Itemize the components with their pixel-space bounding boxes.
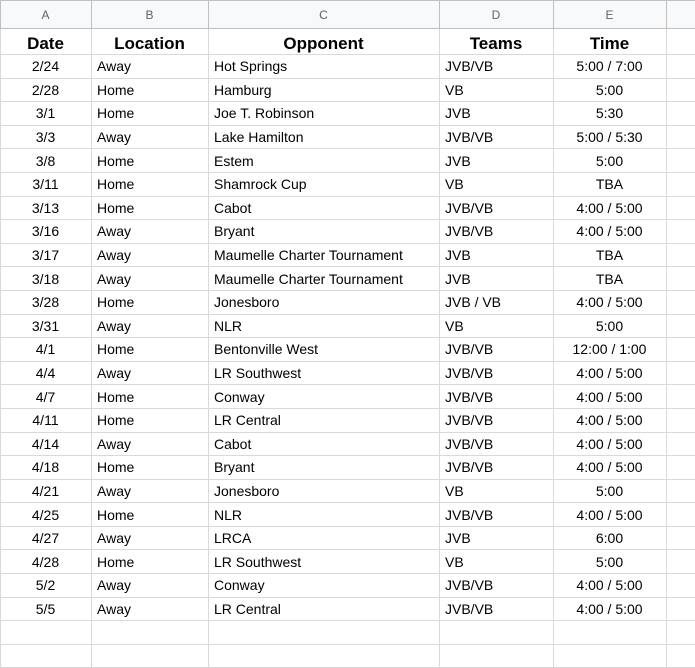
cell-opponent[interactable]: NLR	[209, 503, 440, 527]
empty-cell[interactable]	[667, 220, 695, 244]
cell-location[interactable]: Home	[92, 456, 209, 480]
cell-date[interactable]: 5/2	[1, 574, 92, 598]
cell-date[interactable]: 3/11	[1, 172, 92, 196]
cell-teams[interactable]: JVB/VB	[440, 385, 554, 409]
table-row	[1, 78, 695, 102]
cell-time[interactable]: 5:00 / 7:00	[554, 55, 667, 79]
header-cell-teams[interactable]: Teams	[440, 29, 554, 55]
cell-opponent[interactable]: Jonesboro	[209, 479, 440, 503]
cell-time[interactable]: 4:00 / 5:00	[554, 385, 667, 409]
empty-cell[interactable]	[440, 621, 554, 645]
cell-date[interactable]: 3/13	[1, 196, 92, 220]
empty-cell[interactable]	[667, 149, 695, 173]
cell-teams[interactable]: VB	[440, 550, 554, 574]
cell-teams[interactable]: VB	[440, 479, 554, 503]
cell-time[interactable]: 5:00	[554, 149, 667, 173]
cell-teams[interactable]: JVB/VB	[440, 574, 554, 598]
cell-teams[interactable]: VB	[440, 78, 554, 102]
cell-date[interactable]: 3/8	[1, 149, 92, 173]
cell-date[interactable]: 2/24	[1, 55, 92, 79]
cell-location[interactable]: Home	[92, 408, 209, 432]
table-row	[1, 503, 695, 527]
cell-opponent[interactable]: NLR	[209, 314, 440, 338]
cell-opponent[interactable]: Shamrock Cup	[209, 172, 440, 196]
cell-opponent[interactable]: Conway	[209, 385, 440, 409]
cell-time[interactable]: 4:00 / 5:00	[554, 456, 667, 480]
table-row	[1, 361, 695, 385]
cell-teams[interactable]: JVB/VB	[440, 408, 554, 432]
cell-time[interactable]: 5:00	[554, 314, 667, 338]
cell-location[interactable]: Home	[92, 290, 209, 314]
cell-opponent[interactable]: Maumelle Charter Tournament	[209, 243, 440, 267]
cell-opponent[interactable]: Jonesboro	[209, 290, 440, 314]
table-row	[1, 338, 695, 362]
cell-opponent[interactable]: LRCA	[209, 526, 440, 550]
cell-opponent[interactable]: LR Southwest	[209, 361, 440, 385]
header-cell-date[interactable]: Date	[1, 29, 92, 55]
cell-time[interactable]: 4:00 / 5:00	[554, 432, 667, 456]
column-header-c[interactable]: C	[209, 1, 440, 29]
cell-time[interactable]: 4:00 / 5:00	[554, 408, 667, 432]
cell-date[interactable]: 3/18	[1, 267, 92, 291]
column-header-e[interactable]: E	[554, 1, 667, 29]
column-header-b[interactable]: B	[92, 1, 209, 29]
cell-teams[interactable]: JVB	[440, 526, 554, 550]
empty-cell[interactable]	[440, 644, 554, 668]
cell-time[interactable]: TBA	[554, 267, 667, 291]
table-row	[1, 196, 695, 220]
cell-time[interactable]: 5:00	[554, 78, 667, 102]
cell-opponent[interactable]: Conway	[209, 574, 440, 598]
cell-date[interactable]: 5/5	[1, 597, 92, 621]
cell-teams[interactable]: VB	[440, 314, 554, 338]
empty-cell[interactable]	[1, 644, 92, 668]
column-header-d[interactable]: D	[440, 1, 554, 29]
cell-time[interactable]: 5:00 / 5:30	[554, 125, 667, 149]
cell-teams[interactable]: JVB/VB	[440, 220, 554, 244]
empty-cell[interactable]	[667, 621, 695, 645]
cell-time[interactable]: 5:30	[554, 102, 667, 126]
header-cell-opponent[interactable]: Opponent	[209, 29, 440, 55]
empty-cell[interactable]	[667, 456, 695, 480]
table-row	[1, 432, 695, 456]
cell-time[interactable]: 6:00	[554, 526, 667, 550]
cell-time[interactable]: 5:00	[554, 479, 667, 503]
cell-date[interactable]: 3/28	[1, 290, 92, 314]
cell-time[interactable]: 4:00 / 5:00	[554, 220, 667, 244]
empty-cell[interactable]	[667, 172, 695, 196]
empty-cell[interactable]	[667, 314, 695, 338]
cell-opponent[interactable]: Hot Springs	[209, 55, 440, 79]
table-row	[1, 102, 695, 126]
cell-location[interactable]: Away	[92, 574, 209, 598]
cell-date[interactable]: 4/27	[1, 526, 92, 550]
cell-location[interactable]: Away	[92, 526, 209, 550]
empty-cell[interactable]	[667, 338, 695, 362]
cell-teams[interactable]: JVB/VB	[440, 503, 554, 527]
cell-location[interactable]: Home	[92, 385, 209, 409]
cell-teams[interactable]: JVB/VB	[440, 456, 554, 480]
empty-cell[interactable]	[667, 644, 695, 668]
cell-location[interactable]: Home	[92, 338, 209, 362]
cell-time[interactable]: TBA	[554, 243, 667, 267]
cell-location[interactable]: Away	[92, 361, 209, 385]
cell-time[interactable]: TBA	[554, 172, 667, 196]
table-row	[1, 267, 695, 291]
empty-cell[interactable]	[92, 621, 209, 645]
header-cell-location[interactable]: Location	[92, 29, 209, 55]
cell-date[interactable]: 4/25	[1, 503, 92, 527]
cell-location[interactable]: Home	[92, 503, 209, 527]
empty-cell[interactable]	[667, 597, 695, 621]
cell-location[interactable]: Away	[92, 314, 209, 338]
cell-location[interactable]: Away	[92, 432, 209, 456]
cell-location[interactable]: Home	[92, 550, 209, 574]
cell-date[interactable]: 3/16	[1, 220, 92, 244]
table-row	[1, 408, 695, 432]
cell-time[interactable]: 5:00	[554, 550, 667, 574]
empty-cell[interactable]	[667, 432, 695, 456]
cell-date[interactable]: 4/4	[1, 361, 92, 385]
empty-cell[interactable]	[667, 290, 695, 314]
cell-teams[interactable]: JVB	[440, 149, 554, 173]
table-row	[1, 290, 695, 314]
cell-opponent[interactable]: LR Central	[209, 408, 440, 432]
cell-date[interactable]: 4/7	[1, 385, 92, 409]
cell-teams[interactable]: JVB/VB	[440, 432, 554, 456]
empty-cell[interactable]	[92, 644, 209, 668]
header-cell-time[interactable]: Time	[554, 29, 667, 55]
empty-cell[interactable]	[667, 479, 695, 503]
empty-cell[interactable]	[667, 29, 695, 55]
cell-date[interactable]: 3/1	[1, 102, 92, 126]
cell-opponent[interactable]: Hamburg	[209, 78, 440, 102]
cell-time[interactable]: 4:00 / 5:00	[554, 597, 667, 621]
cell-opponent[interactable]: Lake Hamilton	[209, 125, 440, 149]
cell-time[interactable]: 4:00 / 5:00	[554, 361, 667, 385]
cell-time[interactable]: 4:00 / 5:00	[554, 503, 667, 527]
cell-time[interactable]: 4:00 / 5:00	[554, 290, 667, 314]
cell-teams[interactable]: JVB/VB	[440, 361, 554, 385]
cell-date[interactable]: 4/21	[1, 479, 92, 503]
cell-location[interactable]: Away	[92, 479, 209, 503]
cell-teams[interactable]: JVB	[440, 267, 554, 291]
cell-location[interactable]: Away	[92, 220, 209, 244]
table-row	[1, 550, 695, 574]
empty-cell[interactable]	[667, 267, 695, 291]
cell-date[interactable]: 3/31	[1, 314, 92, 338]
cell-location[interactable]: Home	[92, 78, 209, 102]
cell-teams[interactable]: JVB	[440, 102, 554, 126]
cell-teams[interactable]: VB	[440, 172, 554, 196]
empty-cell[interactable]	[667, 550, 695, 574]
cell-location[interactable]: Home	[92, 172, 209, 196]
empty-cell[interactable]	[667, 503, 695, 527]
table-row	[1, 574, 695, 598]
empty-cell[interactable]	[667, 102, 695, 126]
cell-location[interactable]: Home	[92, 149, 209, 173]
cell-opponent[interactable]: Estem	[209, 149, 440, 173]
cell-date[interactable]: 2/28	[1, 78, 92, 102]
cell-teams[interactable]: JVB/VB	[440, 597, 554, 621]
cell-teams[interactable]: JVB/VB	[440, 338, 554, 362]
cell-date[interactable]: 3/3	[1, 125, 92, 149]
cell-date[interactable]: 3/17	[1, 243, 92, 267]
empty-cell[interactable]	[667, 574, 695, 598]
table-row	[1, 597, 695, 621]
cell-teams[interactable]: JVB	[440, 243, 554, 267]
table-row	[1, 314, 695, 338]
table-row	[1, 385, 695, 409]
empty-cell[interactable]	[667, 196, 695, 220]
empty-cell[interactable]	[667, 78, 695, 102]
cell-opponent[interactable]: Bentonville West	[209, 338, 440, 362]
cell-date[interactable]: 4/1	[1, 338, 92, 362]
cell-location[interactable]: Home	[92, 196, 209, 220]
cell-date[interactable]: 4/14	[1, 432, 92, 456]
cell-opponent[interactable]: Maumelle Charter Tournament	[209, 267, 440, 291]
cell-teams[interactable]: JVB / VB	[440, 290, 554, 314]
column-header-row	[1, 1, 695, 29]
empty-cell[interactable]	[554, 621, 667, 645]
empty-cell[interactable]	[667, 385, 695, 409]
empty-cell[interactable]	[667, 361, 695, 385]
empty-cell[interactable]	[209, 644, 440, 668]
empty-cell[interactable]	[667, 408, 695, 432]
cell-date[interactable]: 4/11	[1, 408, 92, 432]
cell-location[interactable]: Away	[92, 597, 209, 621]
cell-opponent[interactable]: Cabot	[209, 196, 440, 220]
cell-opponent[interactable]: Joe T. Robinson	[209, 102, 440, 126]
empty-cell[interactable]	[1, 621, 92, 645]
cell-time[interactable]: 12:00 / 1:00	[554, 338, 667, 362]
header-row	[1, 29, 695, 55]
empty-cell[interactable]	[209, 621, 440, 645]
blank-row	[1, 621, 695, 645]
cell-date[interactable]: 4/28	[1, 550, 92, 574]
cell-time[interactable]: 4:00 / 5:00	[554, 574, 667, 598]
cell-date[interactable]: 4/18	[1, 456, 92, 480]
cell-location[interactable]: Home	[92, 102, 209, 126]
empty-cell[interactable]	[667, 526, 695, 550]
empty-cell[interactable]	[667, 125, 695, 149]
table-row	[1, 125, 695, 149]
blank-row	[1, 644, 695, 668]
cell-teams[interactable]: JVB/VB	[440, 55, 554, 79]
cell-opponent[interactable]: Bryant	[209, 456, 440, 480]
table-row	[1, 220, 695, 244]
empty-cell[interactable]	[667, 243, 695, 267]
table-row	[1, 243, 695, 267]
empty-cell[interactable]	[554, 644, 667, 668]
cell-teams[interactable]: JVB/VB	[440, 196, 554, 220]
cell-location[interactable]: Away	[92, 55, 209, 79]
cell-opponent[interactable]: Cabot	[209, 432, 440, 456]
table-row	[1, 526, 695, 550]
table-row	[1, 172, 695, 196]
table-row	[1, 456, 695, 480]
cell-opponent[interactable]: LR Central	[209, 597, 440, 621]
empty-cell[interactable]	[667, 55, 695, 79]
cell-time[interactable]: 4:00 / 5:00	[554, 196, 667, 220]
table-row	[1, 149, 695, 173]
cell-opponent[interactable]: Bryant	[209, 220, 440, 244]
table-row	[1, 55, 695, 79]
cell-location[interactable]: Away	[92, 125, 209, 149]
cell-location[interactable]: Away	[92, 267, 209, 291]
cell-location[interactable]: Away	[92, 243, 209, 267]
cell-opponent[interactable]: LR Southwest	[209, 550, 440, 574]
column-header-a[interactable]: A	[1, 1, 92, 29]
cell-teams[interactable]: JVB/VB	[440, 125, 554, 149]
table-row	[1, 479, 695, 503]
column-header-f[interactable]	[667, 1, 695, 29]
